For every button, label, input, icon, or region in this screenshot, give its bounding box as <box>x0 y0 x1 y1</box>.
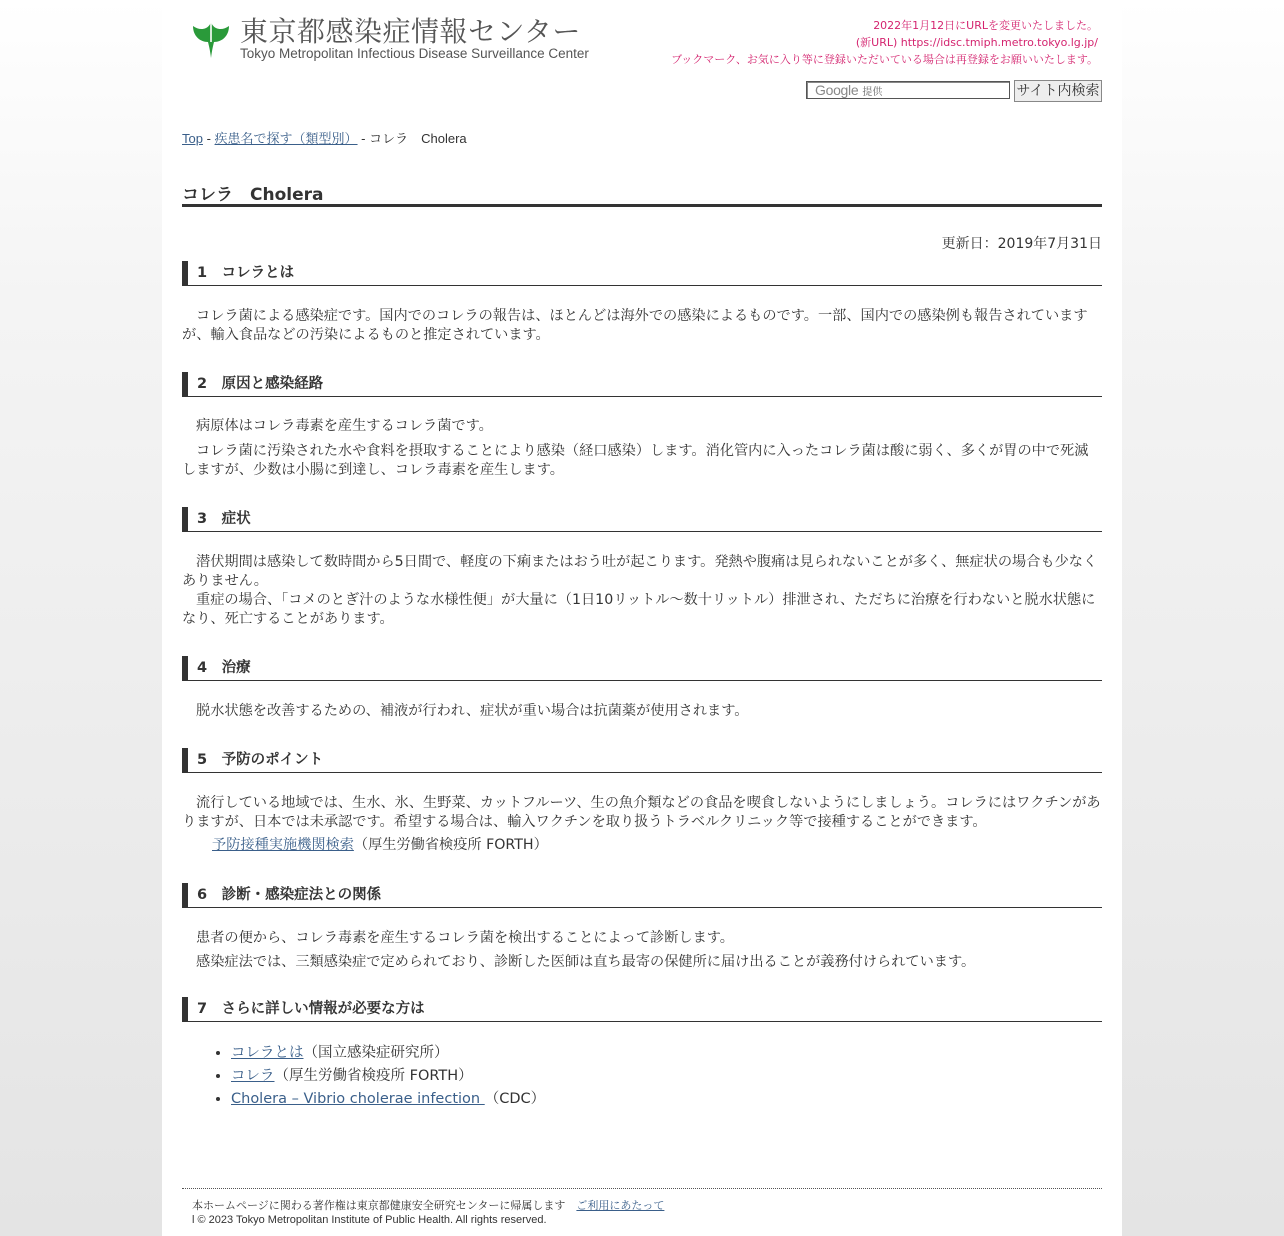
header <box>162 0 1122 110</box>
provided-label: 提供 <box>862 87 883 98</box>
section-paragraph: コレラ菌に汚染された水や食料を摂取することにより感染（経口感染）します。消化管内に入ったコレラ菌は酸に弱く、多くが胃の中で死滅しますが、少数は小腸に到達し、コレラ毒素を産生します。 <box>182 443 1089 478</box>
page <box>162 0 1122 1236</box>
breadcrumb-separator: - <box>357 131 370 146</box>
list-item <box>231 1042 545 1065</box>
url-change-notice <box>671 17 1098 68</box>
page-title: コレラ Cholera <box>182 180 1102 207</box>
section-heading: 3 症状 <box>182 507 1102 532</box>
breadcrumb-top-link[interactable]: Top <box>182 131 203 146</box>
section-paragraph: 患者の便から、コレラ毒素を産生するコレラ菌を検出することによって診断します。 <box>196 930 734 946</box>
updated-date: 更新日：2019年7月31日 <box>941 236 1102 252</box>
notice-line: ブックマーク、お気に入り等に登録いただいている場合は再登録をお願いいたします。 <box>671 53 1098 66</box>
ginkgo-leaf-icon <box>192 20 230 60</box>
search-input[interactable] <box>806 81 1010 99</box>
breadcrumb-separator: - <box>202 131 215 146</box>
section-heading: 6 診断・感染症法との関係 <box>182 883 1102 908</box>
section-paragraph: 病原体はコレラ毒素を産生するコレラ菌です。 <box>196 418 493 434</box>
list-item <box>231 1065 545 1088</box>
footer <box>182 1188 1102 1227</box>
section-heading: 7 さらに詳しい情報が必要な方は <box>182 997 1102 1022</box>
copyright-owner-text: 本ホームページに関わる著作権は東京都健康安全研究センターに帰属します <box>192 1200 566 1212</box>
terms-of-use-link[interactable]: ご利用にあたって <box>576 1200 665 1212</box>
footer-copyright-line <box>192 1199 1102 1213</box>
forth-cholera-link[interactable]: コレラ <box>231 1068 275 1084</box>
site-search-button[interactable]: サイト内検索 <box>1014 80 1102 102</box>
link-source: （CDC） <box>484 1091 546 1107</box>
breadcrumb <box>182 130 1102 148</box>
section-heading: 1 コレラとは <box>182 261 1102 286</box>
link-source: （厚生労働省検疫所 FORTH） <box>274 1068 473 1084</box>
more-info-links <box>182 1042 545 1111</box>
section-heading: 5 予防のポイント <box>182 748 1102 773</box>
section-heading: 4 治療 <box>182 656 1102 681</box>
link-source: （厚生労働省検疫所 FORTH） <box>353 837 548 853</box>
link-source: （国立感染症研究所） <box>303 1045 449 1061</box>
list-item <box>231 1088 545 1111</box>
notice-line: (新URL) https://idsc.tmiph.metro.tokyo.lg.jp/ <box>855 36 1098 49</box>
section-paragraph: 流行している地域では、生水、氷、生野菜、カットフルーツ、生の魚介類などの食品を喫食しないようにしましょう。コレラにはワクチンがありますが、日本では未承認です。希望する場合は、輸入ワクチンを取り扱うトラベルクリニック等で接種することができます。 <box>182 795 1101 830</box>
niid-cholera-link[interactable]: コレラとは <box>231 1045 304 1061</box>
section-paragraph: 感染症法では、三類感染症で定められており、診断した医師は直ち最寄の保健所に届け出ることが義務付けられています。 <box>196 954 976 970</box>
site-logo[interactable] <box>188 16 648 66</box>
section-heading: 2 原因と感染経路 <box>182 372 1102 397</box>
google-label: Google <box>815 82 859 98</box>
section-paragraph: 重症の場合、「コメのとぎ汁のような水様性便」が大量に（1日10リットル～数十リットル）排泄され、ただちに治療を行わないと脱水状態になり、死亡することがあります。 <box>182 592 1096 627</box>
vaccination-link-line <box>182 836 1102 855</box>
logo-title-en: Tokyo Metropolitan Infectious Disease Surveillance Center <box>240 46 589 61</box>
section-paragraph: 潜伏期間は感染して数時間から5日間で、軽度の下痢またはおう吐が起こります。発熱や腹痛は見られないことが多く、無症状の場合も少なくありません。 <box>182 554 1098 589</box>
section-paragraph: コレラ菌による感染症です。国内でのコレラの報告は、ほとんどは海外での感染によるものです。一部、国内での感染例も報告されていますが、輸入食品などの汚染によるものと推定されています。 <box>182 308 1088 343</box>
cdc-cholera-link[interactable]: Cholera – Vibrio cholerae infection <box>231 1091 485 1107</box>
breadcrumb-category-link[interactable]: 疾患名で探す（類型別） <box>214 131 358 146</box>
breadcrumb-current: コレラ Cholera <box>369 131 467 146</box>
notice-line: 2022年1月12日にURLを変更いたしました。 <box>873 19 1098 32</box>
section-paragraph: 脱水状態を改善するための、補液が行われ、症状が重い場合は抗菌薬が使用されます。 <box>196 703 749 719</box>
copyright-text: l © 2023 Tokyo Metropolitan Institute of Public Health. All rights reserved. <box>192 1214 547 1226</box>
vaccination-facility-search-link[interactable]: 予防接種実施機関検索 <box>212 837 354 853</box>
main-content <box>182 130 1102 1107</box>
logo-title-jp: 東京都感染症情報センター <box>240 15 581 48</box>
